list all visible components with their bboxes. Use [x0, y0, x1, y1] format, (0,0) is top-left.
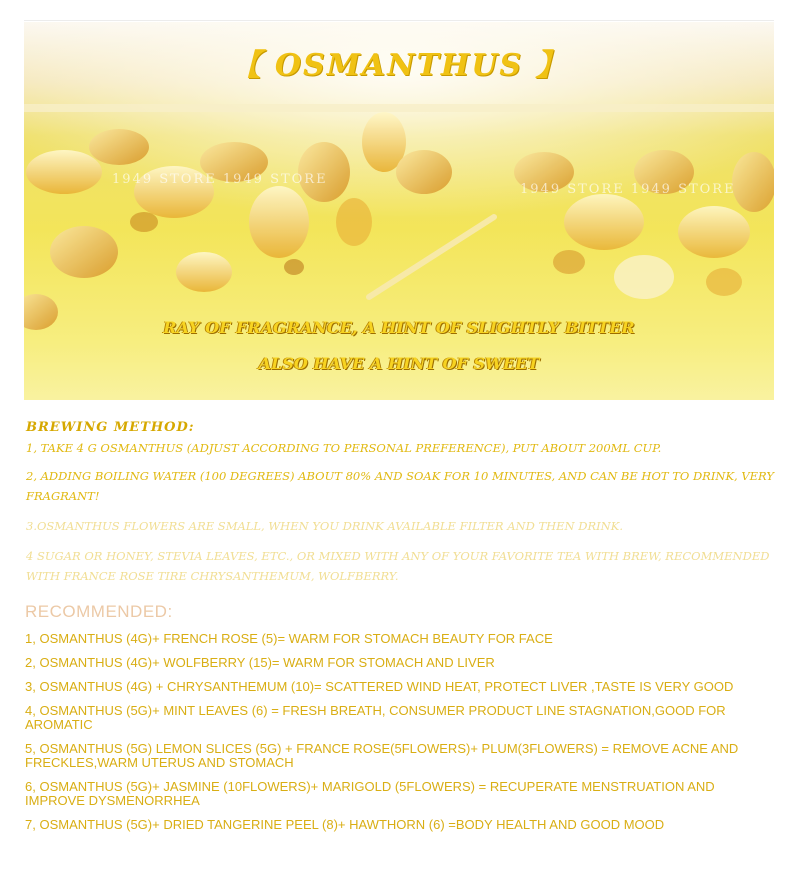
recommended-section — [25, 602, 775, 832]
brewing-step: 3.OSMANTHUS FLOWERS ARE SMALL, WHEN YOU DRINK AVAILABLE FILTER AND THEN DRINK. — [26, 519, 623, 533]
watermark-left: 1949 STORE 1949 STORE — [112, 172, 328, 187]
recommended-item: 7, OSMANTHUS (5G)+ DRIED TANGERINE PEEL (8)+ HAWTHORN (6) =BODY HEALTH AND GOOD MOOD — [25, 817, 665, 832]
recommended-item: 5, OSMANTHUS (5G) LEMON SLICES (5G) + FRANCE ROSE(5FLOWERS)+ PLUM(3FLOWERS) = REMOVE ACNE AND FRECKLES,WARM UTERUS AND STOMACH — [25, 741, 739, 770]
brewing-method-section — [26, 420, 776, 586]
recommended-item: 6, OSMANTHUS (5G)+ JASMINE (10FLOWERS)+ MARIGOLD (5FLOWERS) = RECUPERATE MENSTRUATION AND IMPROVE DYSMENORRHEA — [25, 779, 715, 808]
top-divider — [24, 20, 774, 21]
hero-banner — [24, 22, 774, 400]
brewing-method-heading: BREWING METHOD: — [26, 420, 195, 435]
hero-caption-line2: ALSO HAVE A HINT OF SWEET — [258, 354, 540, 373]
recommended-heading: RECOMMENDED: — [25, 602, 173, 621]
brewing-step: 2, ADDING BOILING WATER (100 DEGREES) ABOUT 80% AND SOAK FOR 10 MINUTES, AND CAN BE HOT TO DRINK, VERY FRAGRANT! — [26, 469, 774, 503]
hero-caption-line1: RAY OF FRAGRANCE, A HINT OF SLIGHTLY BITTER — [163, 318, 635, 337]
recommended-item: 3, OSMANTHUS (4G) + CHRYSANTHEMUM (10)= SCATTERED WIND HEAT, PROTECT LIVER ,TASTE IS VERY GOOD — [25, 679, 734, 694]
recommended-item: 2, OSMANTHUS (4G)+ WOLFBERRY (15)= WARM FOR STOMACH AND LIVER — [25, 655, 495, 670]
recommended-item: 4, OSMANTHUS (5G)+ MINT LEAVES (6) = FRESH BREATH, CONSUMER PRODUCT LINE STAGNATION,GOOD FOR AROMATIC — [25, 703, 726, 732]
brewing-step: 4 SUGAR OR HONEY, STEVIA LEAVES, ETC., OR MIXED WITH ANY OF YOUR FAVORITE TEA WITH BREW, RECOMMENDED WITH FRANCE ROSE TIRE CHRYSANTHEMUM, WOLFBERRY. — [26, 549, 770, 583]
brewing-step: 1, TAKE 4 G OSMANTHUS (ADJUST ACCORDING TO PERSONAL PREFERENCE), PUT ABOUT 200ML CUP. — [26, 441, 662, 455]
hero-title: 【 OSMANTHUS 】 — [230, 48, 568, 83]
recommended-item: 1, OSMANTHUS (4G)+ FRENCH ROSE (5)= WARM FOR STOMACH BEAUTY FOR FACE — [25, 631, 553, 646]
watermark-right: 1949 STORE 1949 STORE — [520, 182, 736, 197]
